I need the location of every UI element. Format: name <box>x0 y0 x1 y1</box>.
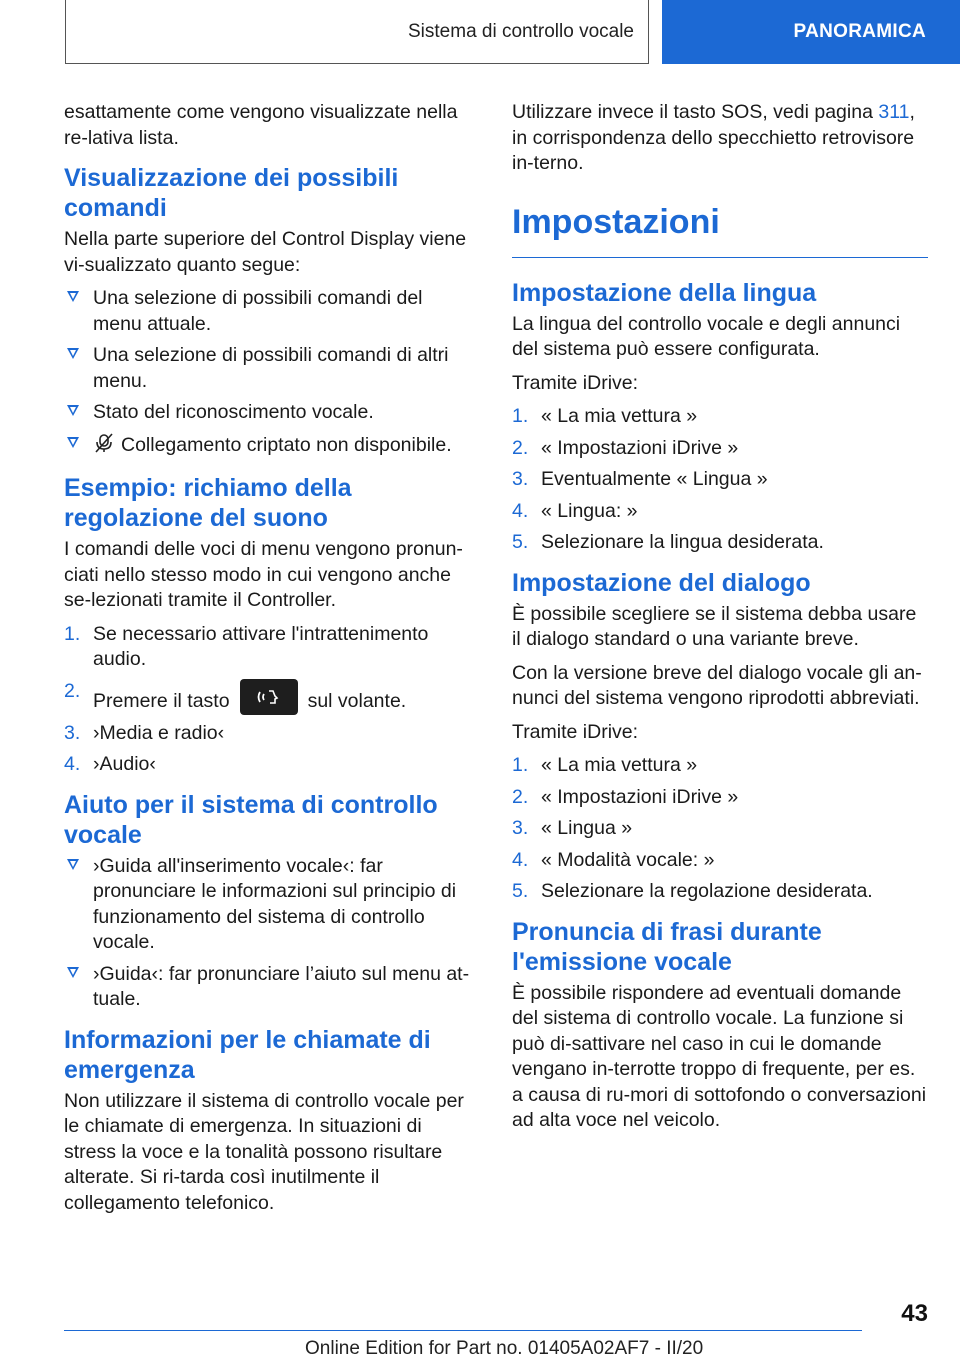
triangle-bullet-icon <box>67 405 79 416</box>
para-sos: Utilizzare invece il tasto SOS, vedi pagina 311, in corrispondenza dello specchietto retrovisore in-terno. <box>512 101 915 174</box>
header-section <box>65 0 649 64</box>
page-number: 43 <box>901 1300 928 1327</box>
step-item: 4. « Lingua: » <box>512 499 638 522</box>
list-item: ›Guida all'inserimento vocale‹: far pronunciare le informazioni sul principio di funzionamento del sistema di controllo vocale. <box>64 854 476 956</box>
list-item: ›Guida‹: far pronunciare l’aiuto sul menu at-tuale. <box>64 962 476 1013</box>
triangle-bullet-icon <box>67 859 79 870</box>
step-item: 3. Eventualmente « Lingua » <box>512 468 768 490</box>
step-item: 2. « Impostazioni iDrive » <box>512 436 739 459</box>
step-item: 3. « Lingua » <box>512 817 633 839</box>
heading-dialogo: Impostazione del dialogo <box>512 568 811 597</box>
heading-impostazioni: Impostazioni <box>512 201 928 258</box>
step-item: 4. « Modalità vocale: » <box>512 848 715 871</box>
para-pronuncia: È possibile rispondere ad eventuali domande del sistema di controllo vocale. La funzione si può di-sattivare nel caso in cui le domande vengano in-terrotte troppo di frequente, per es. a causa di ru-mori di sottofondo o conversazioni ad alta voce nel veicolo. <box>512 981 927 1131</box>
list-item: Collegamento criptato non disponibile. <box>64 432 476 462</box>
step-item: 5. Selezionare la lingua desiderata. <box>512 531 824 553</box>
para-emergenza: Non utilizzare il sistema di controllo vocale per le chiamate di emergenza. In situazioni di stress la voce e la tonalità possono risultare alterate. Si ri-tarda così inutilmente il collegamento telefonico. <box>64 1089 464 1214</box>
triangle-bullet-icon <box>67 967 79 978</box>
dialog-steps <box>512 753 928 905</box>
heading-visualizzazione: Visualizzazione dei possibili comandi <box>64 164 399 222</box>
para-esempio: I comandi delle voci di menu vengono pronun-ciati nello stesso modo in cui vengono anche se-lezionati tramite il Controller. <box>64 538 463 611</box>
footer-edition: Online Edition for Part no. 01405A02AF7 - II/20 <box>305 1338 704 1359</box>
para-visualizzazione: Nella parte superiore del Control Display viene vi-sualizzato quanto segue: <box>64 228 467 276</box>
list-item: Una selezione di possibili comandi di altri menu. <box>64 343 476 394</box>
para-dialogo-1: È possibile scegliere se il sistema debba usare il dialogo standard o una variante breve. <box>512 602 917 650</box>
step-item: 2. « Impostazioni iDrive » <box>512 785 739 808</box>
via-idrive: Tramite iDrive: <box>512 371 639 394</box>
page-reference-link[interactable]: 311 <box>878 101 910 123</box>
para-dialogo-2: Con la versione breve del dialogo vocale gli an-nunci del sistema vengono riprodotti abbreviati. <box>512 661 922 709</box>
triangle-bullet-icon <box>67 348 79 359</box>
left-column <box>64 100 476 1224</box>
footer-divider <box>64 1330 862 1331</box>
chapter-title: PANORAMICA <box>793 21 926 42</box>
section-title: Sistema di controllo vocale <box>408 20 634 42</box>
step-item: 2. Premere il tasto sul volante. <box>64 679 476 715</box>
lang-steps <box>512 404 928 556</box>
voice-button-icon <box>240 679 298 715</box>
via-idrive: Tramite iDrive: <box>512 720 639 743</box>
step-item: 1. « La mia vettura » <box>512 405 698 427</box>
list-item: Una selezione di possibili comandi del menu attuale. <box>64 286 476 337</box>
step-item: 1. Se necessario attivare l'intrattenimento audio. <box>64 622 429 670</box>
example-steps <box>64 622 476 778</box>
triangle-bullet-icon <box>67 437 79 448</box>
heading-lingua: Impostazione della lingua <box>512 278 817 307</box>
visual-list <box>64 286 476 461</box>
step-item: 1. « La mia vettura » <box>512 754 698 776</box>
heading-emergenza: Informazioni per le chiamate di emergenza <box>64 1025 431 1084</box>
triangle-bullet-icon <box>67 291 79 302</box>
encryption-unavailable-icon <box>93 432 115 462</box>
heading-aiuto: Aiuto per il sistema di controllo vocale <box>64 790 438 849</box>
step-item: 4. ›Audio‹ <box>64 753 156 775</box>
step-item: 5. Selezionare la regolazione desiderata. <box>512 880 873 902</box>
intro-text: esattamente come vengono visualizzate nella re-lativa lista. <box>64 101 458 149</box>
header-chapter-tab[interactable] <box>662 0 960 64</box>
list-item: Stato del riconoscimento vocale. <box>64 400 476 426</box>
para-lingua: La lingua del controllo vocale e degli annunci del sistema può essere configurata. <box>512 312 901 360</box>
heading-esempio: Esempio: richiamo della regolazione del suono <box>64 474 352 532</box>
help-list <box>64 854 476 1013</box>
right-column <box>512 100 928 1142</box>
heading-pronuncia: Pronuncia di frasi durante l'emissione vocale <box>512 917 822 976</box>
step-item: 3. ›Media e radio‹ <box>64 721 225 744</box>
